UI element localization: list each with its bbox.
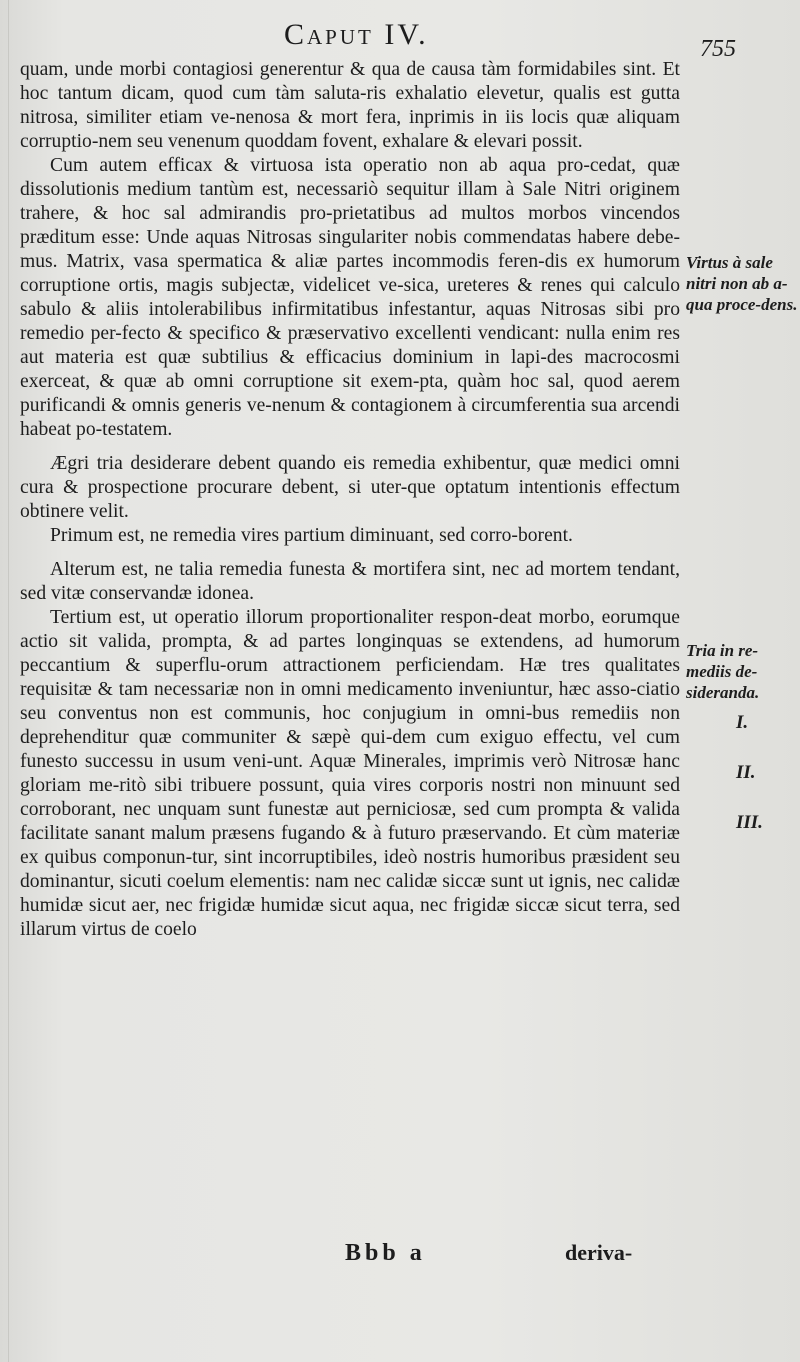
paragraph-2: Cum autem efficax & virtuosa ista operatio non ab aqua pro-cedat, quæ dissolutionis medium tantùm est, necessariò sequitur illam à Sale Nitri originem trahere, & hoc sal admirandis pro-prietatibus ad multos morbos vincendos præditum esse: Unde aquas Nitrosas singulariter nobis commendatas habere debe-mus. Matrix, vasa spermatica & aliæ partes incommodis feren-dis ex humorum corruptione ortis, magis subjectæ, videlicet ve-sica, ureteres & renes qui calculo sabulo & aliis intolerabilibus infirmitatibus infestantur, aquas Nitrosas sibi pro remedio per-fecto & specifico & præservativo excellenti vendicant: nulla enim res aut materia est quæ subtilius & efficacius dominium in lapi-des macrocosmi exerceat, & quæ ab omni corruptione sit exem-pta, quàm hoc sal, quod aerem purificandi & omnis generis ve-nenum & contagionem à circumferentia sua arcendi habeat po-testatem.	[20, 155, 680, 440]
page-footer	[0, 1240, 800, 1280]
paragraph-1: quam, unde morbi contagiosi generentur & qua de causa tàm formidabiles sint. Et hoc tantum dicam, quod cum tàm saluta-ris exhalatio elevetur, qualis est gutta nitrosa, similiter etiam ve-nenosa & mort fera, inprimis in iis locis quæ aliquam corruptio-nem seu venenum quoddam fovent, exhalare & elevari possit.	[20, 59, 680, 152]
page-edge	[8, 0, 9, 1362]
page-header	[0, 14, 800, 64]
running-title: Caput IV.	[284, 18, 429, 51]
paragraph-5: Alterum est, ne talia remedia funesta & mortifera sint, nec ad mortem tendant, sed vitæ conservandæ idonea.	[20, 559, 680, 604]
margin-note-tria: Tria in re-mediis de-sideranda.	[686, 641, 760, 702]
signature-mark	[345, 1240, 426, 1267]
paragraph-6: Tertium est, ut operatio illorum proportionaliter respon-deat morbo, eorumque actio sit valida, prompta, & ad partes longinquas se extendens, ad humorum peccantium & superflu-orum attractionem perficiendam. Hæ tres qualitates requisitæ & tam necessariæ non in omni medicamento inveniuntur, hæc asso-ciatio seu conventus non est communis, hoc conjugium in omni-bus remediis non deprehenditur quæ communiter & sæpè qui-dem cum exiguo effectu, vel cum funesto successu in usum veni-unt. Aquæ Minerales, imprimis verò Nitrosæ hanc gloriam me-ritò sibi tribuere possunt, quia vires corporis nostri non minuunt sed corroborant, nec unquam sunt funestæ aut perniciosæ, sed cum prompta & valida facilitate sanant malum præsens fugando & à futuro præservando. Et cùm materiæ ex quibus componun-tur, sint incorruptibiles, ideò nostris humoribus præsident seu dominantur, sicuti coelum elementis: nam nec calidæ siccæ sunt ut ignis, nec calidæ humidæ sicut aer, nec frigidæ humidæ sicut aqua, nec frigidæ siccæ sicut terra, sed illarum virtus de coelo	[20, 607, 680, 940]
margin-numeral-1: I.	[736, 712, 749, 733]
margin-numeral-2: II.	[736, 762, 756, 783]
margin-numeral-3: III.	[736, 812, 763, 833]
main-text	[20, 58, 680, 942]
catchword: deriva-	[565, 1240, 633, 1265]
signature-letters: Bbb	[345, 1240, 400, 1266]
paragraph-4: Primum est, ne remedia vires partium diminuant, sed corro-borent.	[50, 525, 573, 546]
paragraph-3: Ægri tria desiderare debent quando eis remedia exhibentur, quæ medici omni cura & prospectione procurare debent, si uter-que optatum intentionis effectum obtinere velit.	[20, 453, 680, 522]
signature-number: a	[409, 1240, 426, 1266]
margin-note-virtus: Virtus à sale nitri non ab a-qua proce-dens.	[686, 253, 798, 314]
page-number: 755	[700, 36, 736, 62]
